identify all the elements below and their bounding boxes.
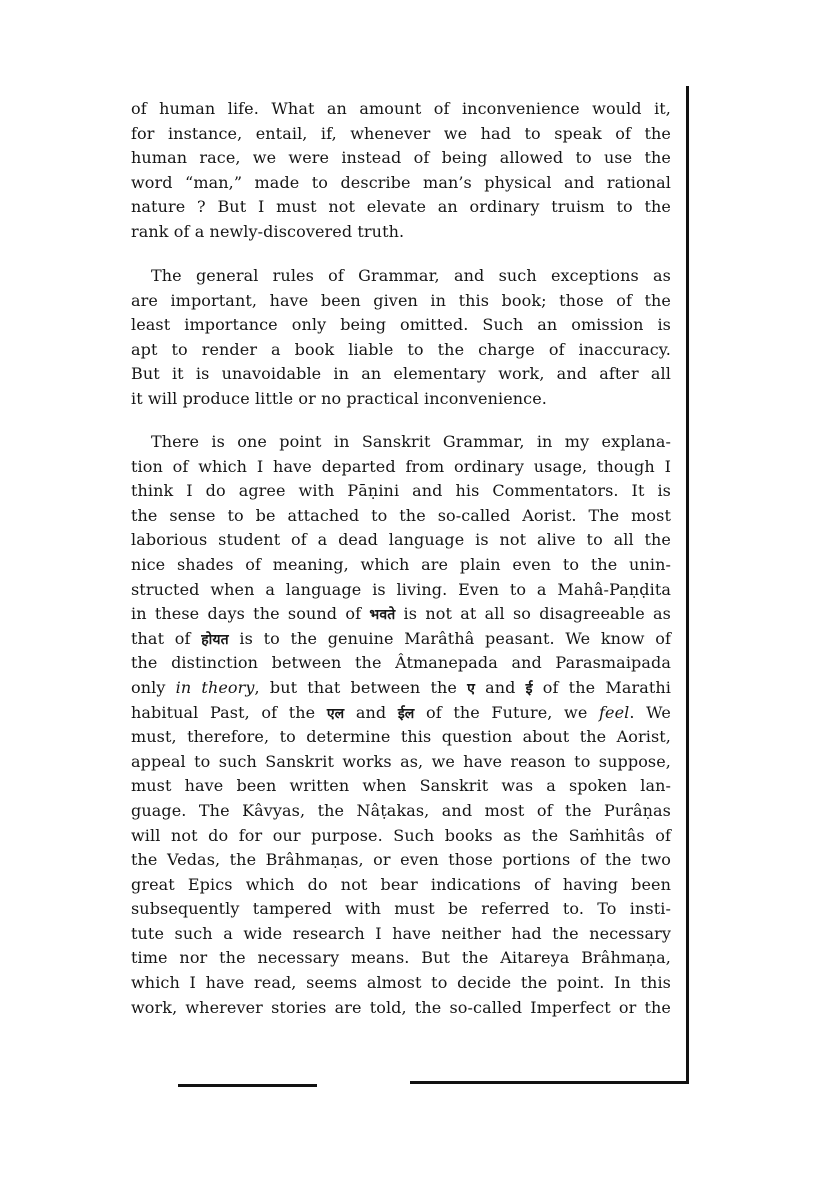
text-line	[131, 676, 671, 701]
text-line: nature ? But I must not elevate an ordinary truism to the	[131, 197, 671, 217]
text-line: the sense to be attached to the so-called Aorist. The most	[131, 505, 671, 525]
text-line: think I do agree with Pāṇini and his Commentators. It is	[131, 481, 671, 501]
text-line: tute such a wide research I have neither had the necessary	[131, 923, 671, 943]
text-segment: only	[131, 677, 176, 697]
text-line	[131, 701, 671, 726]
bottom-right-rule	[410, 1081, 689, 1084]
text-segment: , but that between the	[254, 677, 468, 697]
text-line: great Epics which do not bear indications of having been	[131, 874, 671, 894]
text-line: the distinction between the Âtmanepada and Parasmaipada	[131, 653, 671, 673]
text-segment: and	[474, 677, 526, 697]
devanagari-word: ई	[525, 680, 533, 697]
text-line: will not do for our purpose. Such books as the Saṁhitâs of	[131, 825, 671, 845]
text-line: human race, we were instead of being allowed to use the	[131, 148, 671, 168]
text-segment: is to the genuine Marâthâ peasant. We know of	[228, 628, 671, 648]
text-line: apt to render a book liable to the charge of inaccuracy.	[131, 339, 671, 359]
text-line: for instance, entail, if, whenever we had to speak of the	[131, 123, 671, 143]
text-line: are important, have been given in this book; those of the	[131, 290, 671, 310]
text-line: must, therefore, to determine this question about the Aorist,	[131, 727, 671, 747]
paragraph-1	[131, 97, 671, 245]
text-segment: in these days the sound of	[131, 604, 370, 624]
text-line: appeal to such Sanskrit works as, we have reason to suppose,	[131, 751, 671, 771]
text-segment: habitual Past, of the	[131, 702, 327, 722]
italic-text: in theory	[175, 677, 255, 697]
text-line: it will produce little or no practical inconvenience.	[131, 388, 547, 408]
text-line: work, wherever stories are told, the so-called Imperfect or the	[131, 997, 671, 1017]
text-segment: of the Marathi	[532, 677, 671, 697]
text-line: must have been written when Sanskrit was a spoken lan-	[131, 776, 671, 796]
paragraph-3	[131, 430, 671, 1020]
text-segment: and	[344, 702, 398, 722]
text-line	[131, 602, 671, 627]
right-margin-rule	[686, 86, 689, 1082]
text-line: time nor the necessary means. But the Aitareya Brâhmaṇa,	[131, 948, 671, 968]
text-line: laborious student of a dead language is not alive to all the	[131, 530, 671, 550]
text-line: of human life. What an amount of inconvenience would it,	[131, 99, 671, 118]
text-line: subsequently tampered with must be referred to. To insti-	[131, 899, 671, 919]
text-line: nice shades of meaning, which are plain even to the unin-	[131, 554, 671, 574]
italic-text: feel	[599, 702, 630, 722]
text-line	[131, 627, 671, 652]
devanagari-word: होयत	[201, 631, 229, 648]
devanagari-word: एल	[326, 705, 345, 722]
devanagari-word: भवते	[369, 607, 396, 624]
text-segment: . We	[629, 702, 671, 722]
text-segment: is not at all so disagreeable as	[395, 604, 671, 624]
text-line: structed when a language is living. Even to a Mahâ-Paṇḍita	[131, 579, 671, 599]
devanagari-word: ईल	[397, 705, 415, 722]
text-line: which I have read, seems almost to decide the point. In this	[131, 973, 671, 993]
text-line: least importance only being omitted. Such an omission is	[131, 315, 671, 335]
text-line: The general rules of Grammar, and such exceptions as	[151, 266, 671, 285]
text-line: tion of which I have departed from ordinary usage, though I	[131, 456, 671, 476]
text-line: guage. The Kâvyas, the Nâṭakas, and most of the Purâṇas	[131, 800, 671, 820]
text-line: the Vedas, the Brâhmaṇas, or even those portions of the two	[131, 850, 671, 870]
text-line: There is one point in Sanskrit Grammar, in my explana-	[151, 432, 671, 451]
text-line: word “man,” made to describe man’s physical and rational	[131, 172, 671, 192]
bottom-left-rule	[178, 1084, 317, 1087]
text-line: rank of a newly-discovered truth.	[131, 221, 405, 241]
text-segment: that of	[131, 628, 202, 648]
text-segment: of the Future, we	[414, 702, 599, 722]
devanagari-word: ए	[467, 680, 475, 697]
paragraph-2	[131, 264, 671, 412]
text-line: But it is unavoidable in an elementary work, and after all	[131, 364, 671, 384]
